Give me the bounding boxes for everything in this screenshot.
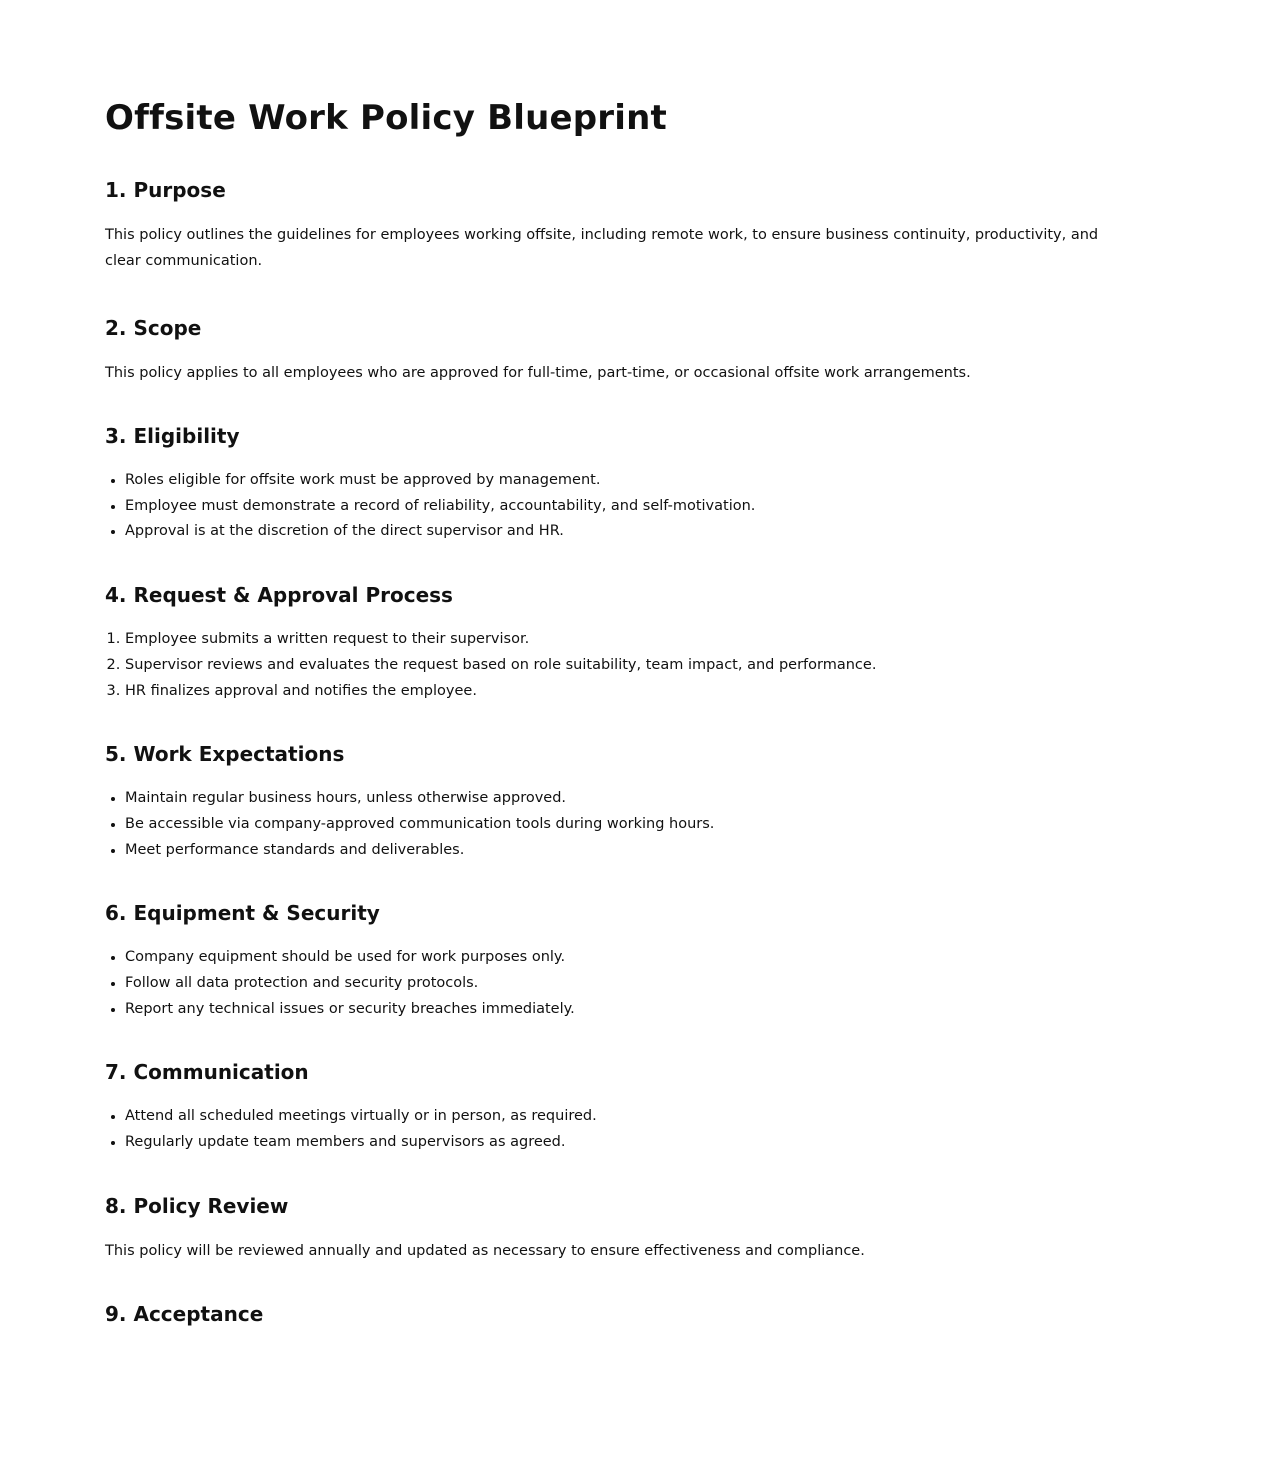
section-heading: 3. Eligibility — [105, 424, 240, 448]
section-heading: 7. Communication — [105, 1060, 309, 1085]
section-heading: 8. Policy Review — [105, 1193, 289, 1218]
section-purpose — [105, 176, 1115, 274]
bullet-list — [105, 786, 1115, 863]
bullet-list — [105, 945, 1115, 1022]
list-item: • Be accessible via company-approved communication tools during working hours. — [125, 812, 1115, 838]
section-heading: 4. Request & Approval Process — [105, 583, 453, 608]
list-item: • Employee must demonstrate a record of reliability, accountability, and self-motivation. — [125, 494, 1115, 520]
policy-document — [105, 96, 1115, 1364]
list-item: • Company equipment should be used for work purposes only. — [125, 945, 1115, 971]
bullet-list — [105, 468, 1115, 545]
list-item: • Approval is at the discretion of the direct supervisor and HR. — [125, 519, 1115, 545]
bullet-list — [105, 1104, 1115, 1155]
section-heading: 5. Work Expectations — [105, 742, 345, 767]
section-eligibility — [105, 422, 1115, 545]
section-paragraph: This policy outlines the guidelines for employees working offsite, including remote work, to ensure business continuity, productivity, and clear communication. — [105, 227, 1099, 269]
list-item: • Regularly update team members and supervisors as agreed. — [125, 1130, 1115, 1156]
section-acceptance — [105, 1300, 1115, 1328]
section-paragraph: This policy will be reviewed annually and updated as necessary to ensure effectiveness and compliance. — [105, 1242, 865, 1259]
page-title: Offsite Work Policy Blueprint — [105, 98, 667, 138]
section-scope — [105, 314, 1115, 386]
section-request-approval — [105, 581, 1115, 704]
list-item: 1. Employee submits a written request to their supervisor. — [125, 627, 1115, 653]
section-communication — [105, 1058, 1115, 1155]
list-item: 2. Supervisor reviews and evaluates the request based on role suitability, team impact, and performance. — [125, 653, 1115, 679]
section-heading: 2. Scope — [105, 316, 202, 340]
section-heading: 9. Acceptance — [105, 1301, 264, 1326]
list-item: • Meet performance standards and deliverables. — [125, 838, 1115, 864]
list-item: • Report any technical issues or security breaches immediately. — [125, 997, 1115, 1023]
list-item: • Attend all scheduled meetings virtually or in person, as required. — [125, 1104, 1115, 1130]
list-item: • Roles eligible for offsite work must be approved by management. — [125, 468, 1115, 494]
section-policy-review — [105, 1192, 1115, 1264]
list-item: • Maintain regular business hours, unless otherwise approved. — [125, 786, 1115, 812]
section-heading: 1. Purpose — [105, 178, 226, 202]
section-equipment-security — [105, 899, 1115, 1022]
section-heading: 6. Equipment & Security — [105, 901, 380, 926]
section-work-expectations — [105, 740, 1115, 863]
numbered-list — [105, 627, 1115, 704]
list-item: 3. HR finalizes approval and notifies the employee. — [125, 679, 1115, 705]
list-item: • Follow all data protection and security protocols. — [125, 971, 1115, 997]
section-paragraph: This policy applies to all employees who are approved for full-time, part-time, or occasional offsite work arrangements. — [105, 365, 971, 381]
